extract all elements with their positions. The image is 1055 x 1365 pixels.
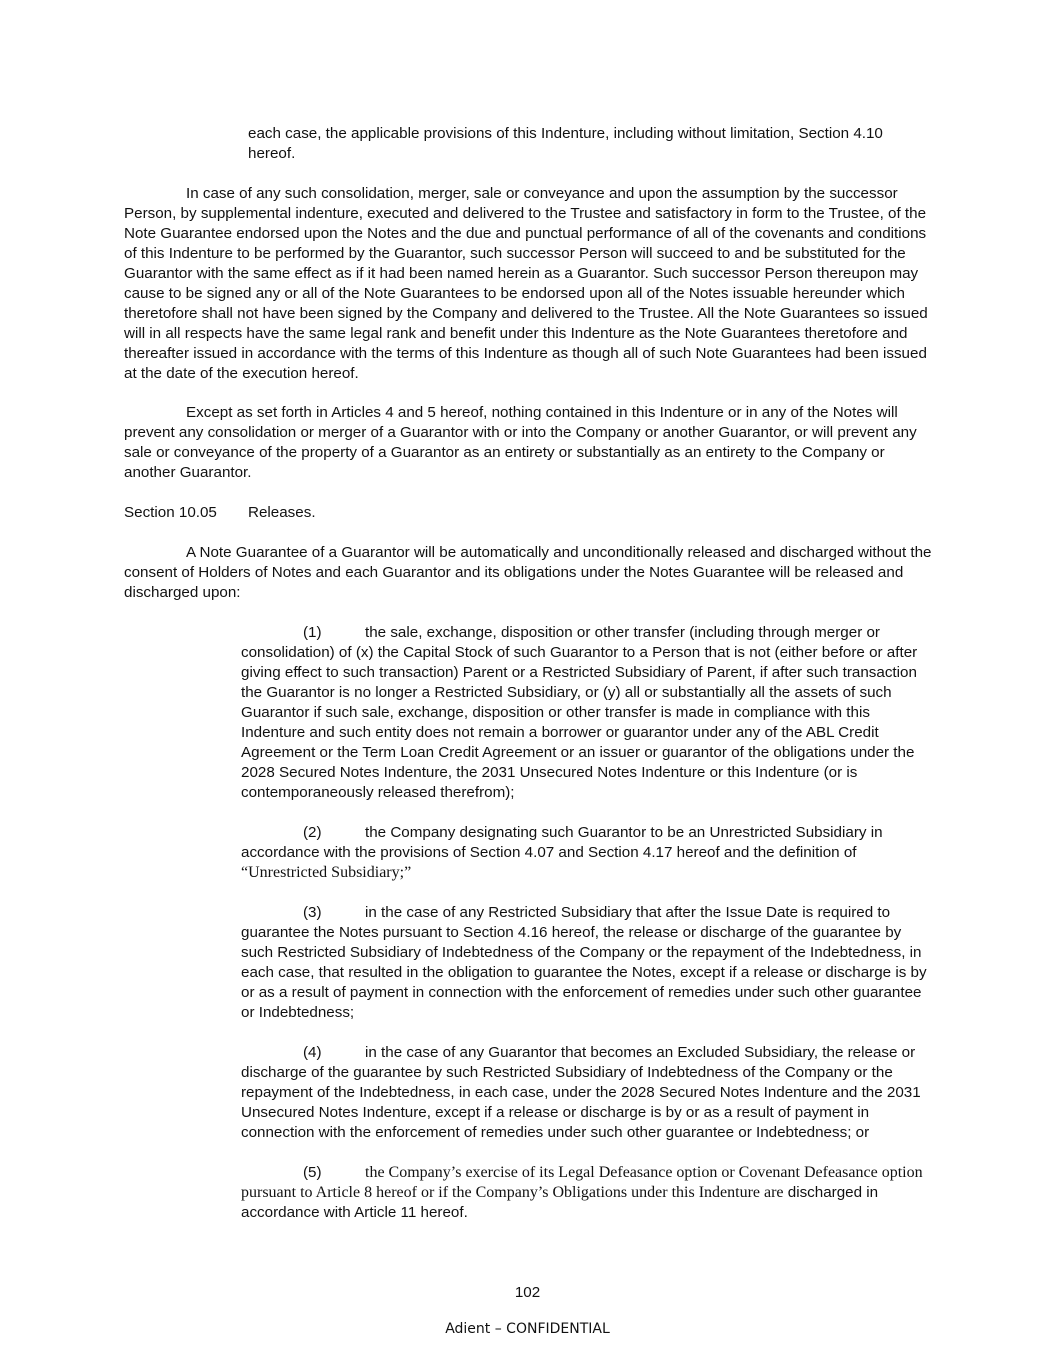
release-item-2 [241, 823, 935, 883]
release-item-3 [241, 903, 935, 1023]
item-text-tail: discharged in accordance with Article 11 hereof. [241, 1184, 879, 1221]
item-text: in the case of any Restricted Subsidiary that after the Issue Date is required to guarantee the Notes pursuant to Section 4.16 hereof, the release or discharge of the guarantee by such Restricted Subsidiary of Indebtedness of the Company or the repayment of the Indebtedness, in each case, that resulted in the obligation to guarantee the Notes, except if a release or discharge is by or as a result of payment in connection with the enforcement of remedies under such other guarantee or Indebtedness; [241, 904, 927, 1021]
section-heading [124, 503, 936, 523]
section-number: Section 10.05 [124, 504, 217, 521]
release-item-4 [241, 1043, 935, 1143]
item-number: (4) [303, 1044, 322, 1061]
confidential-footer: Adient – CONFIDENTIAL [445, 1321, 610, 1337]
item-number: (2) [303, 824, 322, 841]
section-title: Releases. [248, 504, 316, 521]
item-number: (3) [303, 904, 322, 921]
item-number: (1) [303, 624, 322, 641]
paragraph-except: Except as set forth in Articles 4 and 5 hereof, nothing contained in this Indenture or in any of the Notes will prevent any consolidation or merger of a Guarantor with or into the Company or another Guarantor, or will prevent any sale or conveyance of the property of a Guarantor as an entirety or substantially as an entirety to the Company or another Guarantor. [124, 404, 917, 481]
item-text: the sale, exchange, disposition or other transfer (including through merger or consolidation) of (x) the Capital Stock of such Guarantor to a Person that is not (either before or after giving effect to such transaction) Parent or a Restricted Subsidiary of Parent, if after such transaction the Guarantor is no longer a Restricted Subsidiary, or (y) all or substantially all the assets of such Guarantor if such sale, exchange, disposition or other transfer is made in compliance with this Indenture and such entity does not remain a borrower or guarantor under any of the ABL Credit Agreement or the Term Loan Credit Agreement or an issuer or guarantor of the obligations under the 2028 Secured Notes Indenture, the 2031 Unsecured Notes Indenture or this Indenture (or is contemporaneously released therefrom); [241, 624, 918, 801]
item-text: in the case of any Guarantor that becomes an Excluded Subsidiary, the release or discharge of the guarantee by such Restricted Subsidiary of Indebtedness of the Company or the repayment of the Indebtedness, in each case, under the 2028 Secured Notes Indenture and the 2031 Unsecured Notes Indenture, except if a release or discharge is by or as a result of payment in connection with the enforcement of remedies under such other guarantee or Indebtedness; or [241, 1044, 921, 1141]
release-item-5 [241, 1163, 935, 1223]
paragraph-release: A Note Guarantee of a Guarantor will be automatically and unconditionally released and discharged without the consent of Holders of Notes and each Guarantor and its obligations under the Notes Guarantee will be released and discharged upon: [124, 544, 932, 601]
page-number: 102 [514, 1284, 541, 1301]
item-text: the Company designating such Guarantor to be an Unrestricted Subsidiary in accordance with the provisions of Section 4.07 and Section 4.17 hereof and the definition of [241, 824, 883, 861]
item-number: (5) [303, 1164, 322, 1181]
paragraph-successor: In case of any such consolidation, merger, sale or conveyance and upon the assumption by the successor Person, by supplemental indenture, executed and delivered to the Trustee and satisfactory in form to the Trustee, of the Note Guarantee endorsed upon the Notes and the due and punctual performance of all of the covenants and conditions of this Indenture to be performed by the Guarantor, such successor Person will succeed to and be substituted for the Guarantor with the same effect as if it had been named herein as a Guarantor. Such successor Person thereupon may cause to be signed any or all of the Note Guarantees to be endorsed upon all of the Notes issuable hereunder which theretofore shall not have been signed by the Company and delivered to the Trustee. All the Note Guarantees so issued will in all respects have the same legal rank and benefit under this Indenture as the Note Guarantees theretofore and thereafter issued in accordance with the terms of this Indenture as though all of such Note Guarantees had been issued at the date of the execution hereof. [124, 185, 928, 382]
item-text-tail: “Unrestricted Subsidiary;” [241, 864, 412, 881]
intro-text: each case, the applicable provisions of this Indenture, including without limitation, Section 4.10 hereof. [248, 125, 883, 162]
item-text: the Company’s exercise of its Legal Defeasance option or Covenant Defeasance option pursuant to Article 8 hereof or if the Company’s Obligations under this Indenture are [241, 1164, 923, 1201]
release-item-1 [241, 623, 935, 803]
